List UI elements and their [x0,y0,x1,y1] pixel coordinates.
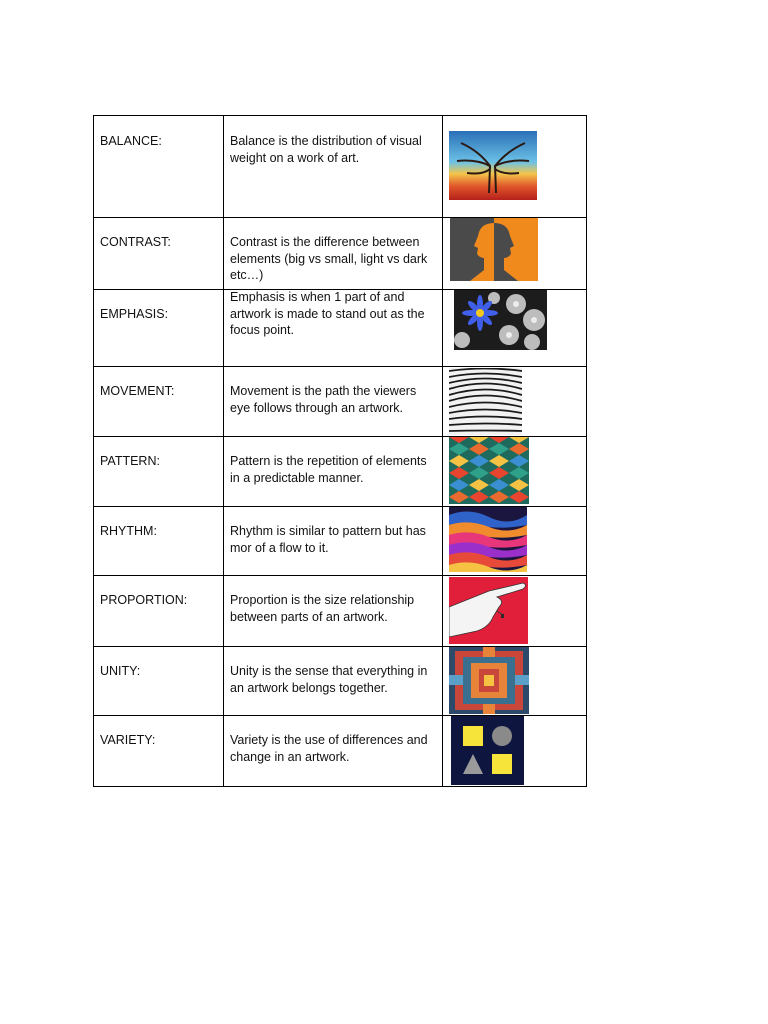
unity-blocks-image [449,647,529,714]
term-label: MOVEMENT: [100,384,175,398]
table-row [94,218,587,290]
term-label: UNITY: [100,664,141,678]
table-row [94,507,587,576]
term-label: BALANCE: [100,134,162,148]
table-row [94,716,587,787]
table-row [94,290,587,367]
term-label: CONTRAST: [100,235,171,249]
pattern-cubes-image [449,437,529,504]
definition-text: Contrast is the difference between elements (big vs small, light vs dark etc…) [230,235,428,282]
proportion-hand-image [449,577,528,644]
variety-shapes-image [451,716,524,785]
table-row [94,647,587,716]
table-row [94,116,587,218]
definition-text: Unity is the sense that everything in an artwork belongs together. [230,664,428,695]
contrast-faces-image [450,218,538,281]
term-label: RHYTHM: [100,524,157,538]
term-label: PROPORTION: [100,593,188,607]
definition-text: Movement is the path the viewers eye follows through an artwork. [230,384,417,415]
emphasis-flower-image [454,290,547,350]
definition-text: Pattern is the repetition of elements in a predictable manner. [230,454,427,485]
term-label: PATTERN: [100,454,160,468]
term-label: VARIETY: [100,733,156,747]
movement-lines-image [449,368,522,435]
term-label: EMPHASIS: [100,307,169,321]
art-elements-table [93,115,587,787]
definition-text: Balance is the distribution of visual weight on a work of art. [230,134,422,165]
table-row [94,576,587,647]
table-row [94,437,587,507]
rhythm-waves-image [449,507,527,572]
table-row [94,367,587,437]
definition-text: Proportion is the size relationship between parts of an artwork. [230,593,415,624]
definition-text: Emphasis is when 1 part of and artwork is made to stand out as the focus point. [230,290,425,337]
definition-text: Rhythm is similar to pattern but has mor of a flow to it. [230,524,426,555]
balance-trees-image [449,131,537,200]
definition-text: Variety is the use of differences and change in an artwork. [230,733,428,764]
